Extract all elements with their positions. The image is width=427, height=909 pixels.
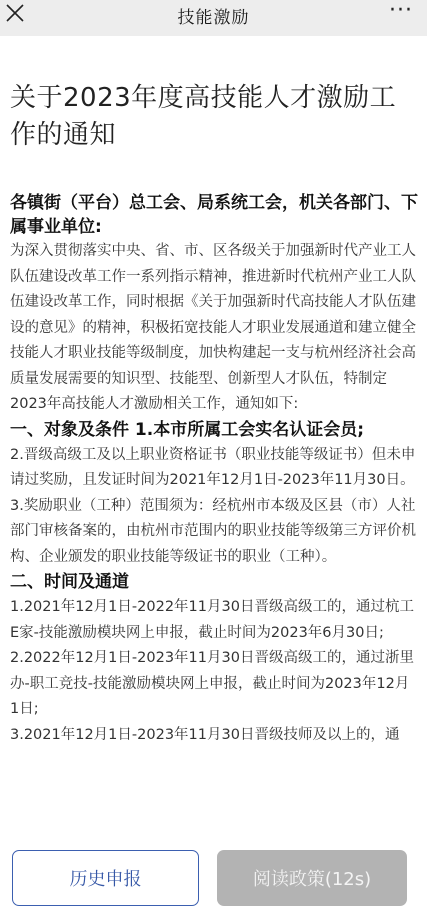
article-title: 关于2023年度高技能人才激励工作的通知 [10,83,397,150]
section1-item-2: 2.晋级高级工及以上职业资格证书（职业技能等级证书）但未申请过奖励，且发证时间为2021年12月1日-2023年11月30日。 [10,446,416,488]
page-title: 技能激励 [177,7,250,28]
section2-heading: 二、时间及通道 [10,572,129,592]
section2-item-2: 2.2022年12月1日-2023年11月30日晋级高级工的，通过浙里办-职工竞技-技能激励模块网上申报，截止时间为2023年12月1日; [10,650,414,717]
bottom-action-bar [0,838,427,909]
more-options-icon[interactable]: ··· [389,0,413,23]
close-icon[interactable] [4,2,26,24]
top-nav-bar [0,0,427,36]
intro-paragraph: 为深入贯彻落实中央、省、市、区各级关于加强新时代产业工人队伍建设改革工作一系列指示精神，推进新时代杭州产业工人队伍建设改革工作，同时根据《关于加强新时代高技能人才队伍建设的意见》的精神，积极拓宽技能人才职业发展通道和建立健全技能人才职业技能等级制度，加快构建起一支与杭州经济社会高质量发展需要的知识型、技能型、创新型人才队伍，特制定2023年高技能人才激励相关工作，通知如下: [10,243,416,412]
section1-item-3: 3.奖励职业（工种）范围须为：经杭州市本级及区县（市）人社部门审核备案的，由杭州市范围内的职业技能等级第三方评价机构、企业颁发的职业技能等级证书的职业（工种）。 [10,497,416,565]
article-content[interactable] [10,80,418,835]
section1-heading: 一、对象及条件 1.本市所属工会实名认证会员; [10,419,365,440]
recipient-line: 各镇街（平台）总工会、局系统工会，机关各部门、下属事业单位: [10,193,418,237]
history-submission-button[interactable]: 历史申报 [12,850,199,906]
read-policy-button: 阅读政策(12s) [217,850,407,906]
section2-item-3: 3.2021年12月1日-2023年11月30日晋级技师及以上的，通 [10,726,400,743]
section2-item-1: 1.2021年12月1日-2022年11月30日晋级高级工的，通过杭工E家-技能激励模块网上申报，截止时间为2023年6月30日; [10,599,414,641]
